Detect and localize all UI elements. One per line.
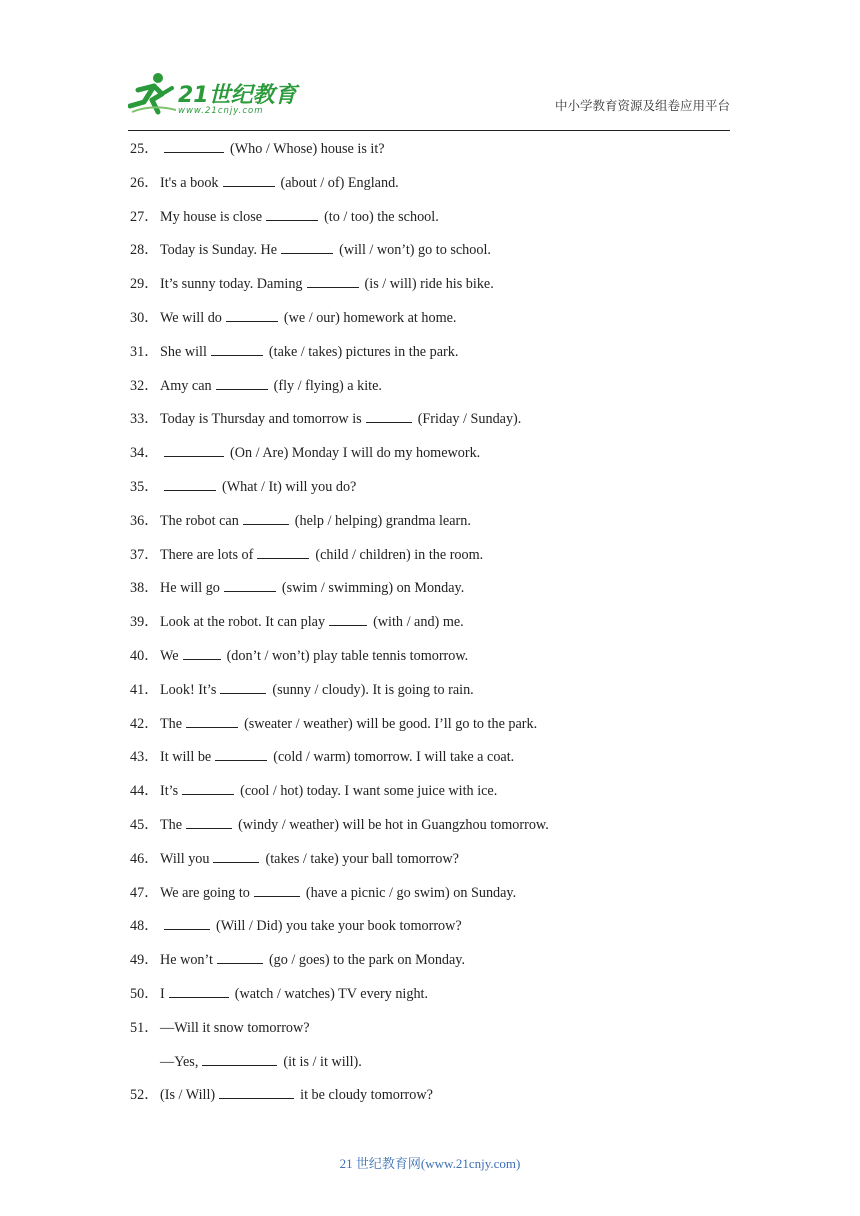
question-item (130, 442, 730, 476)
answer-blank[interactable] (169, 983, 229, 998)
question-text: It’s sunny today. Daming (160, 276, 303, 293)
question-item (130, 780, 730, 814)
question-options: (sweater / weather) will be good. I’ll go to the park. (244, 715, 538, 732)
answer-blank[interactable] (219, 1084, 294, 1099)
answer-blank[interactable] (164, 442, 224, 457)
answer-blank[interactable] (183, 645, 221, 660)
question-number: 29． (130, 276, 159, 293)
question-number: 32． (130, 377, 159, 394)
question-number: 47． (130, 884, 159, 901)
question-number: 26． (130, 174, 159, 191)
logo-url: www.21cnjy.com (178, 106, 264, 116)
question-options: (Who / Whose) house is it? (230, 141, 385, 157)
answer-blank[interactable] (215, 746, 267, 761)
question-text: She will (160, 343, 207, 360)
question-item (130, 915, 730, 949)
question-text: Today is Thursday and tomorrow is (160, 411, 362, 428)
question-item (130, 375, 730, 409)
answer-blank[interactable] (186, 713, 238, 728)
question-item (130, 476, 730, 510)
question-options: (we / our) homework at home. (283, 309, 457, 326)
question-item (130, 983, 730, 1017)
question-number: 27． (130, 208, 159, 225)
question-options: (will / won’t) go to school. (339, 242, 491, 259)
question-text: We will do (160, 309, 222, 326)
answer-blank[interactable] (217, 949, 263, 964)
question-item (130, 206, 730, 240)
answer-blank[interactable] (213, 848, 259, 863)
question-number: 44． (130, 783, 159, 800)
question-text: The (160, 715, 183, 732)
question-text: (Is / Will) (160, 1087, 216, 1104)
question-options: (On / Are) Monday I will do my homework. (230, 445, 481, 462)
question-text: —Will it snow tomorrow? (160, 1019, 310, 1036)
question-item (130, 679, 730, 713)
runner-logo-icon (128, 70, 178, 116)
question-options: (take / takes) pictures in the park. (268, 343, 459, 360)
question-item (130, 882, 730, 916)
question-number: 38． (130, 580, 159, 597)
question-options: (fly / flying) a kite. (273, 377, 382, 394)
question-text: It will be (160, 749, 212, 766)
question-number: 45． (130, 816, 159, 833)
question-item (130, 138, 730, 172)
question-number: 31． (130, 343, 159, 360)
question-item (130, 746, 730, 780)
question-options: (What / It) will you do? (222, 478, 357, 495)
answer-blank[interactable] (182, 780, 234, 795)
question-item (130, 341, 730, 375)
question-number: 48． (130, 918, 159, 935)
answer-blank[interactable] (281, 239, 333, 254)
answer-blank[interactable] (186, 814, 232, 829)
question-options: (is / will) ride his bike. (364, 276, 494, 293)
answer-blank[interactable] (223, 172, 275, 187)
question-number: 25． (130, 141, 159, 157)
question-options: (it is / it will). (283, 1053, 362, 1070)
question-options: (have a picnic / go swim) on Sunday. (305, 884, 517, 901)
question-options: (swim / swimming) on Monday. (281, 580, 465, 597)
question-options: (to / too) the school. (324, 208, 439, 225)
question-number: 40． (130, 647, 159, 664)
question-item (130, 577, 730, 611)
question-text: We are going to (160, 884, 250, 901)
question-options: (takes / take) your ball tomorrow? (265, 850, 459, 867)
answer-blank[interactable] (164, 138, 224, 153)
question-options: (about / of) England. (280, 174, 399, 191)
answer-blank[interactable] (254, 882, 300, 897)
question-text: Today is Sunday. He (160, 242, 278, 259)
answer-blank[interactable] (164, 476, 216, 491)
question-number: 51． (130, 1019, 159, 1036)
answer-blank[interactable] (224, 577, 276, 592)
question-number: 33． (130, 411, 159, 428)
question-number: 42． (130, 715, 159, 732)
question-number: 52． (130, 1087, 159, 1104)
question-text: Will you (160, 850, 210, 867)
answer-blank[interactable] (211, 341, 263, 356)
question-text: Look! It’s (160, 681, 217, 698)
answer-blank[interactable] (226, 307, 278, 322)
question-options: (cool / hot) today. I want some juice with ice. (240, 783, 498, 800)
logo (128, 68, 298, 120)
question-number: 34． (130, 445, 159, 462)
question-item (130, 713, 730, 747)
question-item (130, 1051, 730, 1085)
question-number: 28． (130, 242, 159, 259)
question-item (130, 273, 730, 307)
question-item (130, 645, 730, 679)
question-number: 35． (130, 478, 159, 495)
question-item (130, 172, 730, 206)
question-number: 46． (130, 850, 159, 867)
question-options: (Friday / Sunday). (417, 411, 522, 428)
question-options: (don’t / won’t) play table tennis tomorrow. (226, 647, 469, 664)
page-header (128, 66, 730, 131)
question-item (130, 611, 730, 645)
question-options: (watch / watches) TV every night. (234, 985, 429, 1002)
question-item (130, 408, 730, 442)
question-item (130, 814, 730, 848)
question-item (130, 848, 730, 882)
question-number: 37． (130, 546, 159, 563)
answer-blank[interactable] (329, 611, 367, 626)
question-options: (go / goes) to the park on Monday. (268, 952, 466, 969)
question-text: —Yes, (160, 1053, 199, 1070)
question-text: It’s (160, 783, 179, 800)
question-item (130, 1084, 730, 1118)
question-number: 39． (130, 614, 159, 631)
question-text: It's a book (160, 174, 219, 191)
answer-blank[interactable] (220, 679, 266, 694)
question-options: (cold / warm) tomorrow. I will take a coat. (273, 749, 515, 766)
question-item (130, 949, 730, 983)
question-text: I (160, 985, 165, 1002)
answer-blank[interactable] (243, 510, 289, 525)
answer-blank[interactable] (366, 408, 412, 423)
question-number: 49． (130, 952, 159, 969)
page-footer: 21 世纪教育网(www.21cnjy.com) (339, 1156, 521, 1171)
question-text: He won’t (160, 952, 213, 969)
question-item (130, 307, 730, 341)
platform-title: 中小学教育资源及组卷应用平台 (554, 98, 730, 113)
answer-blank[interactable] (257, 544, 309, 559)
question-options: (with / and) me. (373, 614, 464, 631)
question-number: 50． (130, 985, 159, 1002)
answer-blank[interactable] (164, 915, 210, 930)
question-number: 30． (130, 309, 159, 326)
question-text: Amy can (160, 377, 212, 394)
question-options: (help / helping) grandma learn. (294, 512, 471, 529)
question-text: My house is close (160, 208, 263, 225)
question-number: 41． (130, 681, 159, 698)
question-item (130, 510, 730, 544)
answer-blank[interactable] (216, 375, 268, 390)
question-text: He will go (160, 580, 220, 597)
question-options: it be cloudy tomorrow? (300, 1087, 433, 1104)
question-item (130, 1017, 730, 1051)
logo-text: 21世纪教育 (178, 83, 297, 108)
question-text: The (160, 816, 183, 833)
question-item (130, 544, 730, 578)
question-item (130, 239, 730, 273)
question-options: (Will / Did) you take your book tomorrow? (216, 918, 462, 935)
answer-blank[interactable] (266, 206, 318, 221)
question-list (130, 138, 730, 1118)
question-options: (child / children) in the room. (315, 546, 484, 563)
question-text: Look at the robot. It can play (160, 614, 326, 631)
question-number: 36． (130, 512, 159, 529)
question-text: We (160, 647, 179, 664)
question-text: There are lots of (160, 546, 254, 563)
answer-blank[interactable] (307, 273, 359, 288)
question-options: (sunny / cloudy). It is going to rain. (272, 681, 474, 698)
question-options: (windy / weather) will be hot in Guangzhou tomorrow. (238, 816, 549, 833)
question-number: 43． (130, 749, 159, 766)
question-text: The robot can (160, 512, 239, 529)
answer-blank[interactable] (202, 1051, 277, 1066)
